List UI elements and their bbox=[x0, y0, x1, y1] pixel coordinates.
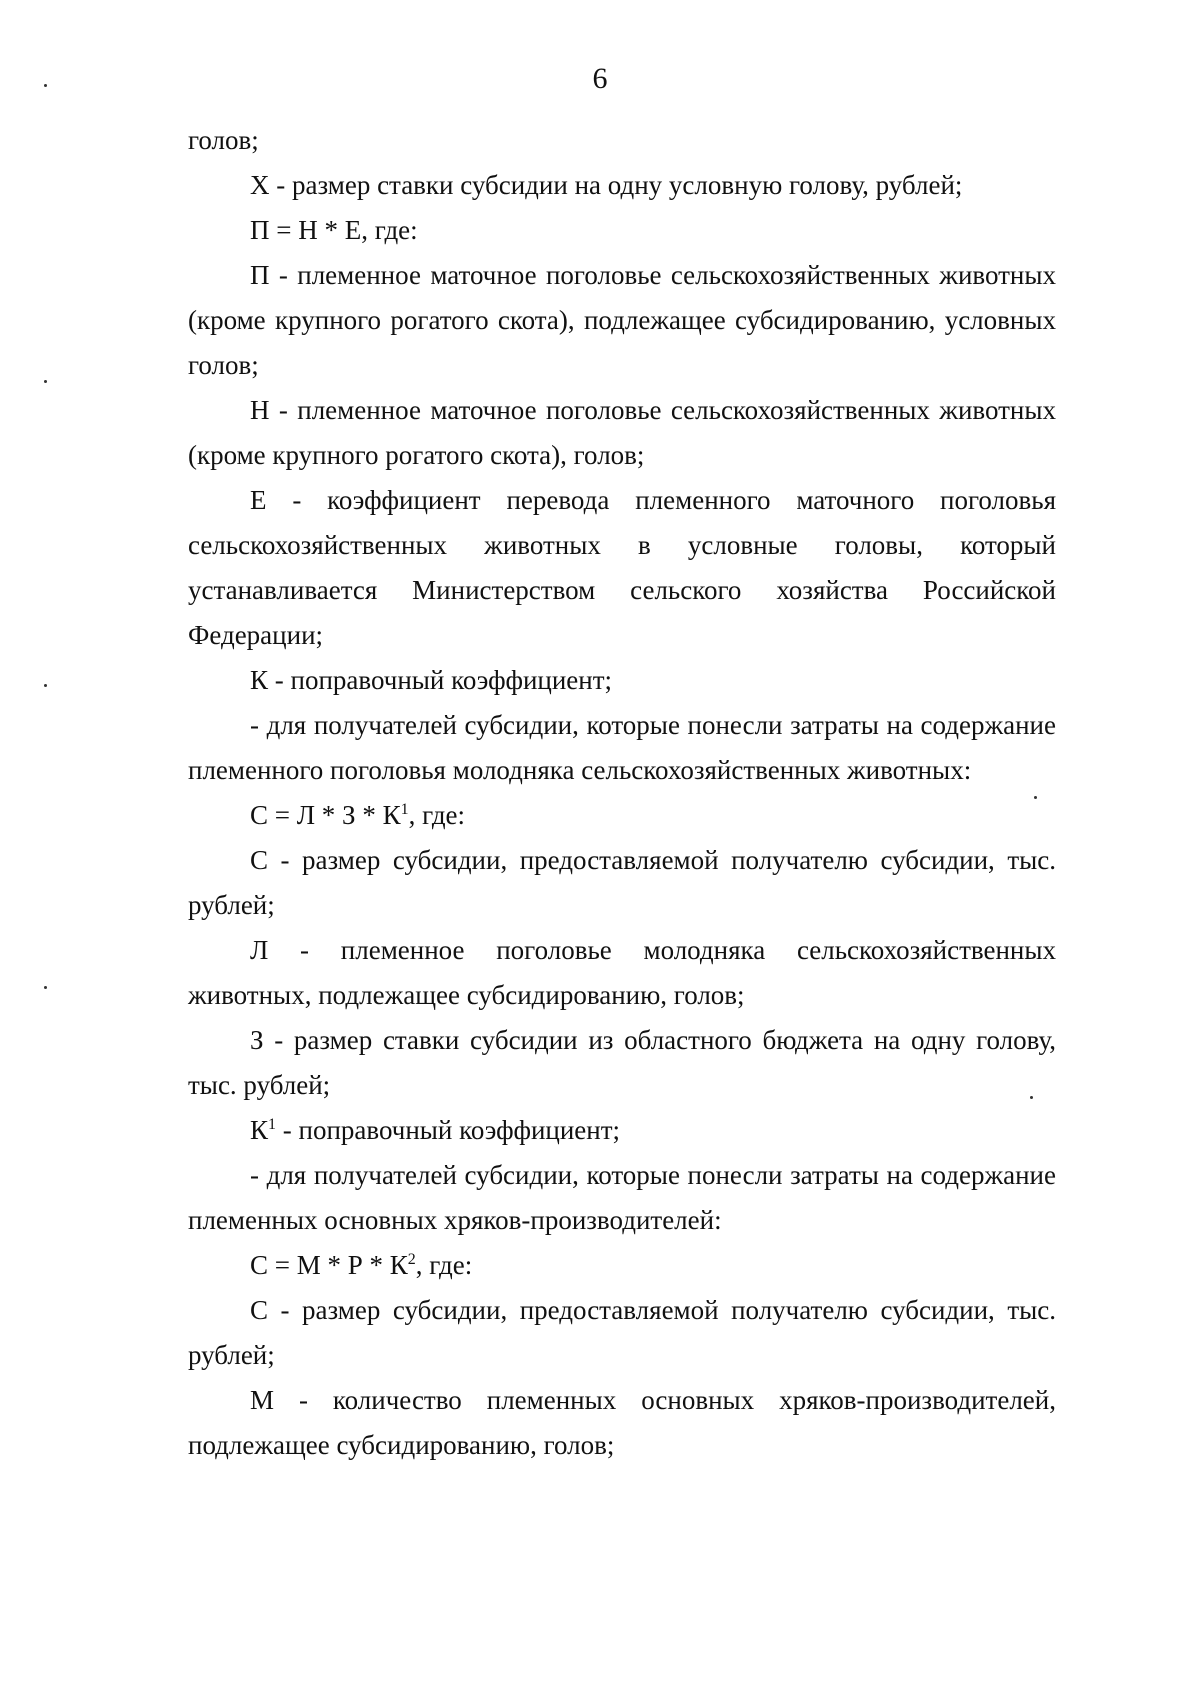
formula-c-boars bbox=[188, 1243, 1056, 1288]
definition-c-2: С - размер субсидии, предоставляемой получателю субсидии, тыс. рублей; bbox=[188, 1295, 1056, 1370]
definition-n: Н - племенное маточное поголовье сельскохозяйственных животных (кроме крупного рогатого скота), голов; bbox=[188, 395, 1056, 470]
formula-tail: , где: bbox=[408, 800, 466, 830]
definition-c: С - размер субсидии, предоставляемой получателю субсидии, тыс. рублей; bbox=[188, 845, 1056, 920]
scan-speck bbox=[44, 84, 47, 87]
clause-boars: - для получателей субсидии, которые понесли затраты на содержание племенных основных хряков-производителей: bbox=[188, 1160, 1056, 1235]
formula-c-young bbox=[188, 793, 1056, 838]
text-line: голов; bbox=[188, 125, 259, 155]
definition-p: П - племенное маточное поголовье сельскохозяйственных животных (кроме крупного рогатого скота), подлежащее субсидированию, условных голов; bbox=[188, 260, 1056, 380]
clause-young-stock: - для получателей субсидии, которые понесли затраты на содержание племенного поголовья молодняка сельскохозяйственных животных: bbox=[188, 710, 1056, 785]
definition-l: Л - племенное поголовье молодняка сельскохозяйственных животных, подлежащее субсидированию, голов; bbox=[188, 935, 1056, 1010]
document-body bbox=[188, 118, 1056, 1468]
scan-speck bbox=[44, 380, 47, 383]
definition-e: Е - коэффициент перевода племенного маточного поголовья сельскохозяйственных животных в условные головы, который устанавливается Министерством сельского хозяйства Российской Федерации; bbox=[188, 485, 1056, 650]
formula-text: С = М * Р * К bbox=[250, 1250, 408, 1280]
definition-k: К - поправочный коэффициент; bbox=[250, 665, 613, 695]
formula-text: С = Л * З * К bbox=[250, 800, 401, 830]
definition-z: З - размер ставки субсидии из областного бюджета на одну голову, тыс. рублей; bbox=[188, 1025, 1056, 1100]
symbol: К bbox=[250, 1115, 269, 1145]
scan-speck bbox=[44, 684, 47, 687]
definition-k1 bbox=[188, 1108, 1056, 1153]
formula-p: П = Н * Е, где: bbox=[250, 215, 418, 245]
definition-text: - поправочный коэффициент; bbox=[276, 1115, 621, 1145]
definition-m: М - количество племенных основных хряков-производителей, подлежащее субсидированию, голов; bbox=[188, 1385, 1056, 1460]
superscript: 1 bbox=[400, 801, 409, 818]
superscript: 1 bbox=[268, 1116, 277, 1133]
superscript: 2 bbox=[407, 1251, 416, 1268]
scan-speck bbox=[44, 986, 47, 989]
page-number: 6 bbox=[592, 62, 608, 95]
formula-tail: , где: bbox=[415, 1250, 473, 1280]
definition-x: Х - размер ставки субсидии на одну условную голову, рублей; bbox=[250, 170, 963, 200]
